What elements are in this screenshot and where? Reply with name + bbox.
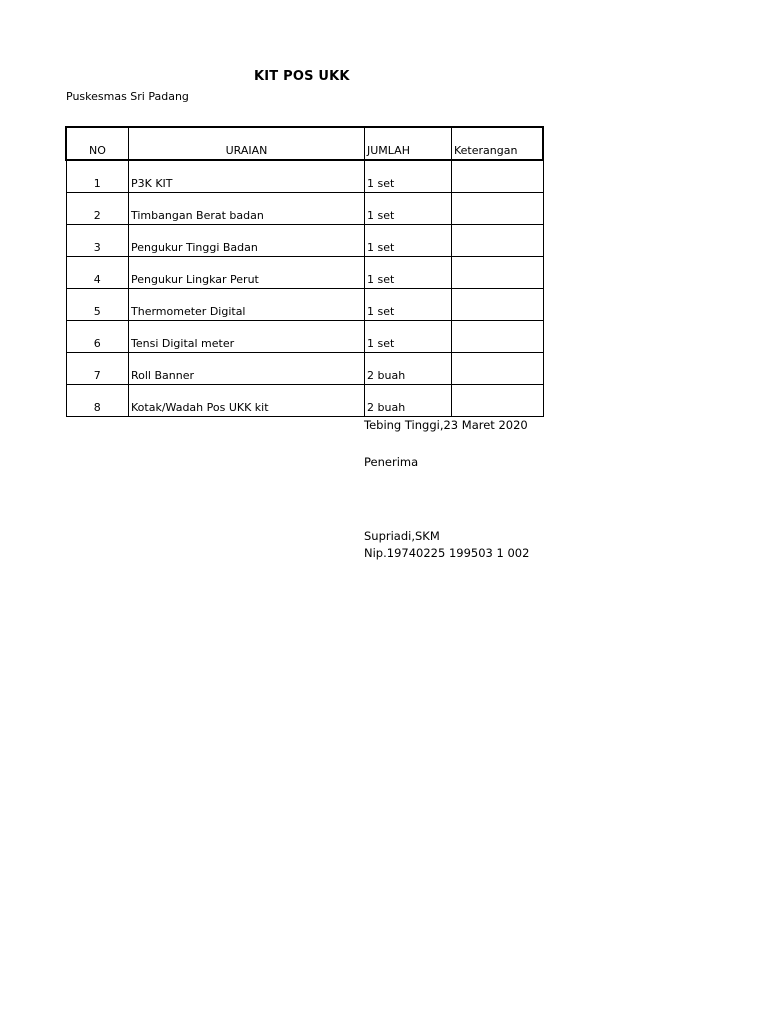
column-header-keterangan: Keterangan xyxy=(452,127,544,160)
table-row xyxy=(66,193,543,225)
cell-keterangan xyxy=(452,160,544,193)
cell-uraian: P3K KIT xyxy=(129,160,365,193)
cell-jumlah: 2 buah xyxy=(365,353,452,385)
cell-jumlah: 1 set xyxy=(365,193,452,225)
table-header-row xyxy=(66,127,543,160)
signer-name: Supriadi,SKM xyxy=(364,529,440,543)
table-row xyxy=(66,160,543,193)
document-title: KIT POS UKK xyxy=(254,69,350,84)
column-header-jumlah: JUMLAH xyxy=(365,127,452,160)
table-row xyxy=(66,321,543,353)
cell-jumlah: 1 set xyxy=(365,257,452,289)
cell-keterangan xyxy=(452,385,544,417)
cell-jumlah: 1 set xyxy=(365,225,452,257)
cell-jumlah: 1 set xyxy=(365,289,452,321)
cell-jumlah: 1 set xyxy=(365,160,452,193)
cell-uraian: Thermometer Digital xyxy=(129,289,365,321)
place-date: Tebing Tinggi,23 Maret 2020 xyxy=(364,418,528,432)
table-row xyxy=(66,385,543,417)
column-header-no: NO xyxy=(66,127,129,160)
cell-uraian: Pengukur Lingkar Perut xyxy=(129,257,365,289)
cell-jumlah: 2 buah xyxy=(365,385,452,417)
cell-no: 8 xyxy=(66,385,129,417)
cell-no: 3 xyxy=(66,225,129,257)
item-table xyxy=(65,126,544,417)
cell-keterangan xyxy=(452,225,544,257)
cell-no: 4 xyxy=(66,257,129,289)
cell-uraian: Roll Banner xyxy=(129,353,365,385)
signer-nip: Nip.19740225 199503 1 002 xyxy=(364,546,530,560)
receiver-label: Penerima xyxy=(364,455,419,469)
cell-no: 2 xyxy=(66,193,129,225)
table-row xyxy=(66,289,543,321)
institution-name: Puskesmas Sri Padang xyxy=(66,90,189,103)
cell-jumlah: 1 set xyxy=(365,321,452,353)
cell-no: 5 xyxy=(66,289,129,321)
cell-keterangan xyxy=(452,289,544,321)
cell-no: 6 xyxy=(66,321,129,353)
cell-keterangan xyxy=(452,193,544,225)
cell-uraian: Kotak/Wadah Pos UKK kit xyxy=(129,385,365,417)
cell-uraian: Tensi Digital meter xyxy=(129,321,365,353)
table-row xyxy=(66,353,543,385)
cell-keterangan xyxy=(452,353,544,385)
cell-keterangan xyxy=(452,321,544,353)
table-row xyxy=(66,225,543,257)
cell-uraian: Pengukur Tinggi Badan xyxy=(129,225,365,257)
cell-no: 7 xyxy=(66,353,129,385)
cell-no: 1 xyxy=(66,160,129,193)
cell-keterangan xyxy=(452,257,544,289)
table-row xyxy=(66,257,543,289)
column-header-uraian: URAIAN xyxy=(129,127,365,160)
cell-uraian: Timbangan Berat badan xyxy=(129,193,365,225)
